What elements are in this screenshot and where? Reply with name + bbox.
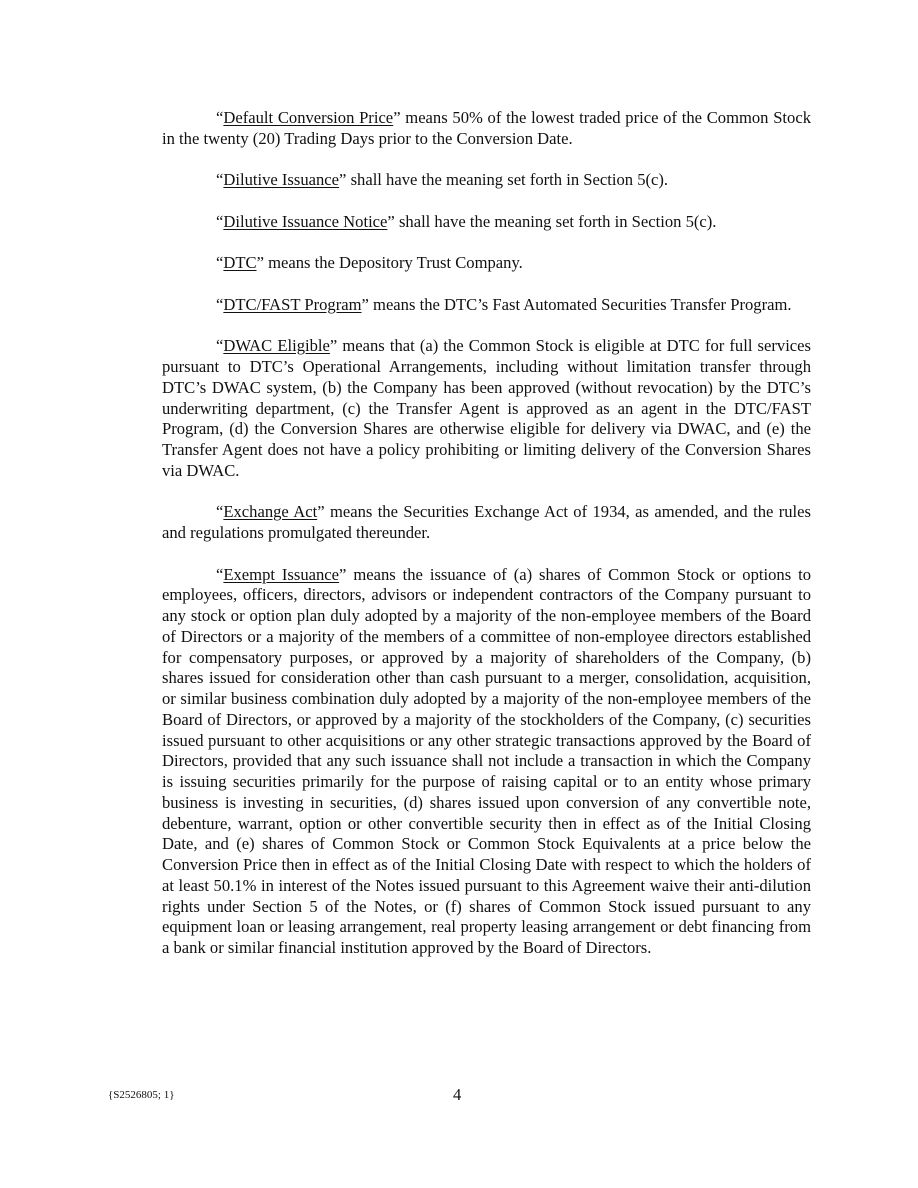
definition-text: means 50% of the lowest traded price of the Common Stock in the twenty (20) Trading Days prior to the Conversion Date. [162, 108, 811, 148]
defined-term: Dilutive Issuance Notice [223, 211, 388, 231]
definition-default-conversion-price [162, 108, 811, 150]
close-quote: ” [339, 564, 347, 584]
defined-term: DTC [223, 253, 257, 273]
open-quote: “ [216, 108, 224, 127]
open-quote: “ [216, 211, 224, 231]
close-quote: ” [329, 336, 338, 356]
close-quote: ” [256, 253, 264, 273]
definition-dwac-eligible [162, 336, 811, 481]
defined-term: DTC/FAST Program [223, 294, 362, 314]
open-quote: “ [216, 170, 224, 190]
footer-document-id: {S2526805; 1} [108, 1089, 175, 1101]
open-quote: “ [216, 502, 224, 522]
page-number: 4 [453, 1085, 462, 1104]
definition-exempt-issuance [162, 565, 811, 959]
open-quote: “ [216, 564, 224, 584]
definition-dtc [162, 253, 811, 274]
open-quote: “ [216, 253, 224, 273]
open-quote: “ [216, 294, 224, 314]
definition-text: means the Securities Exchange Act of 1934, as amended, and the rules and regulations promulgated thereunder. [162, 502, 811, 542]
defined-term: Exchange Act [223, 502, 318, 522]
definition-text: means the issuance of (a) shares of Common Stock or options to employees, officers, directors, advisors or independent contractors of the Company pursuant to any stock or option plan duly adopted by a majority of the non-employee members of the Board of Directors or a majority of the members of a committee of non-employee directors established for compensatory purposes, or approved by a majority of shareholders of the Company, (b) shares issued for consideration other than cash pursuant to a merger, consolidation, acquisition, or similar business combination duly adopted by a majority of the non-employee members of the Board of Directors, or approved by a majority of the stockholders of the Company, (c) securities issued pursuant to other acquisitions or any other strategic transactions approved by the Board of Directors, provided that any such issuance shall not include a transaction in which the Company is issuing securities primarily for the purpose of raising capital or to an entity whose primary business is investing in securities, (d) shares issued upon conversion of any convertible note, debenture, warrant, option or other convertible security then in effect as of the Initial Closing Date, and (e) shares of Common Stock or Common Stock Equivalents at a price below the Conversion Price then in effect as of the Initial Closing Date with respect to which the holders of at least 50.1% in interest of the Notes issued pursuant to this Agreement waive their anti-dilution rights under Section 5 of the Notes, or (f) shares of Common Stock issued pursuant to any equipment loan or leasing arrangement, real property leasing arrangement or debt financing from a bank or similar financial institution approved by the Board of Directors. [162, 564, 811, 957]
close-quote: ” [339, 170, 347, 190]
definition-dilutive-issuance-notice [162, 212, 811, 233]
definition-exchange-act [162, 502, 811, 544]
close-quote: ” [387, 211, 395, 231]
defined-term: Exempt Issuance [223, 564, 340, 584]
definition-text: means the DTC’s Fast Automated Securities Transfer Program. [368, 294, 792, 314]
definitions-section [162, 108, 811, 980]
close-quote: ” [393, 108, 401, 127]
definition-text: shall have the meaning set forth in Section 5(c). [346, 170, 669, 190]
definition-text: means that (a) the Common Stock is eligible at DTC for full services pursuant to DTC’s Operational Arrangements, including without limitation transfer through DTC’s DWAC system, (b) the Company has been approved (without revocation) by the DTC’s underwriting department, (c) the Transfer Agent is approved as an agent in the DTC/FAST Program, (d) the Conversion Shares are otherwise eligible for delivery via DWAC, and (e) the Transfer Agent does not have a policy prohibiting or limiting delivery of the Conversion Shares via DWAC. [162, 336, 811, 480]
definition-dilutive-issuance [162, 170, 811, 191]
defined-term: DWAC Eligible [223, 336, 330, 356]
definition-text: means the Depository Trust Company. [263, 253, 523, 273]
open-quote: “ [216, 336, 224, 356]
defined-term: Default Conversion Price [223, 108, 394, 127]
definition-text: shall have the meaning set forth in Section 5(c). [394, 211, 717, 231]
close-quote: ” [361, 294, 369, 314]
close-quote: ” [317, 502, 325, 522]
defined-term: Dilutive Issuance [223, 170, 340, 190]
definition-dtc-fast-program [162, 295, 811, 316]
